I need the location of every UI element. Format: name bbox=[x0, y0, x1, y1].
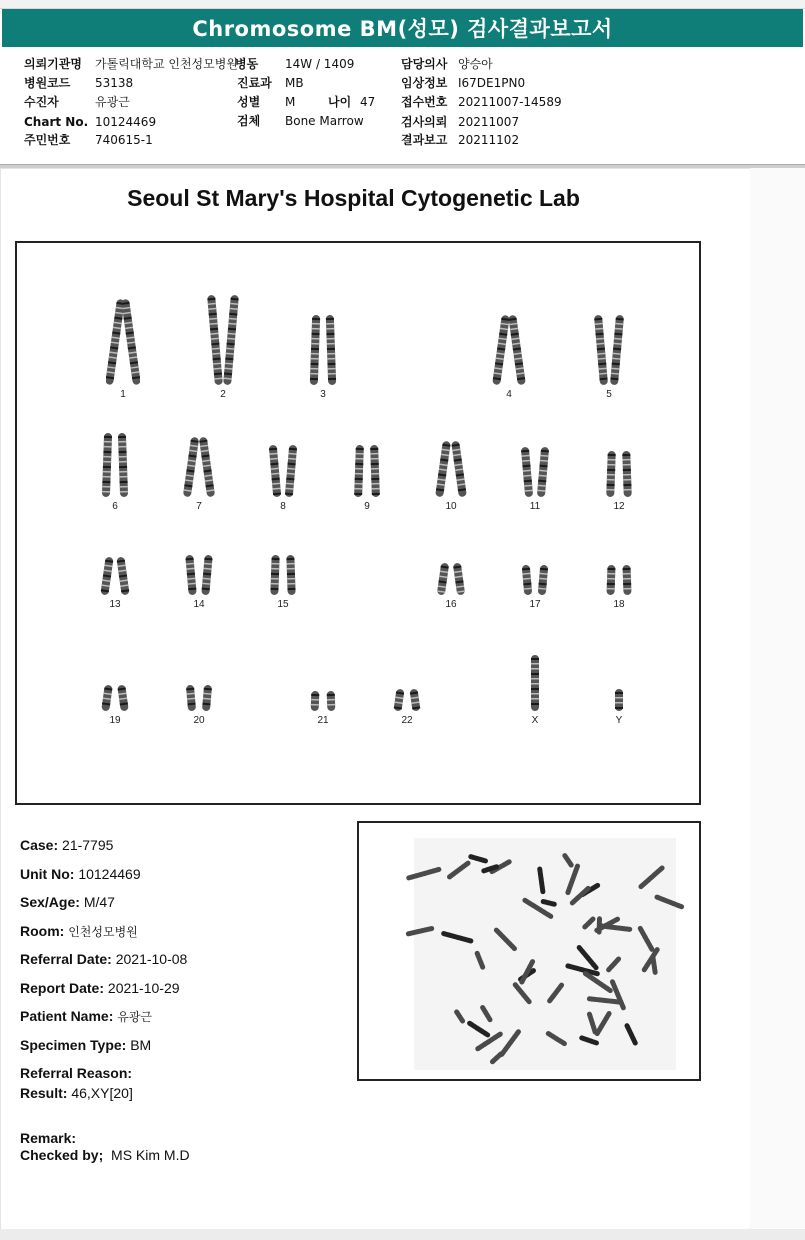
clinical-info-label: 임상정보 bbox=[401, 76, 448, 90]
chromosome-label-10: 10 bbox=[445, 501, 457, 512]
chromosome-pair-19 bbox=[98, 685, 132, 711]
chromosome-pair-17 bbox=[518, 565, 552, 595]
karyotype-panel bbox=[15, 241, 701, 805]
specimen-type-value: BM bbox=[130, 1037, 152, 1053]
sex-age-value: M/47 bbox=[83, 894, 115, 910]
chromosome-label-8: 8 bbox=[280, 501, 286, 512]
ward-value: 14W / 1409 bbox=[285, 57, 355, 71]
right-gutter bbox=[750, 168, 805, 1228]
hospital-code-value: 53138 bbox=[95, 76, 134, 90]
chromosome-label-x: X bbox=[531, 715, 539, 726]
chromosome-label-4: 4 bbox=[506, 389, 512, 400]
patient-name-value: 유광근 bbox=[117, 1010, 153, 1024]
chromosome-pair-9 bbox=[350, 445, 384, 497]
request-date-value: 20211007 bbox=[458, 115, 520, 129]
physician-label: 담당의사 bbox=[401, 57, 448, 71]
chromosome-label-14: 14 bbox=[193, 599, 205, 610]
checked-by-row: Checked by; MS Kim M.D bbox=[20, 1147, 190, 1163]
clinical-info-value: I67DE1PN0 bbox=[458, 76, 526, 90]
chromosome-pair-x bbox=[527, 655, 543, 711]
report-title-bar bbox=[2, 9, 803, 47]
result-value: 46,XY[20] bbox=[71, 1085, 133, 1101]
hospital-code-label: 병원코드 bbox=[24, 76, 71, 90]
referral-date-value: 2021-10-08 bbox=[115, 951, 188, 967]
chromosome-label-5: 5 bbox=[606, 389, 612, 400]
chromosome-pair-6 bbox=[98, 433, 132, 497]
chromosome-pair-16 bbox=[434, 563, 468, 595]
chromosome-pair-8 bbox=[266, 445, 300, 497]
chromosome-pair-13 bbox=[98, 557, 132, 595]
chromosome-label-20: 20 bbox=[193, 715, 205, 726]
chart-no-value: 10124469 bbox=[95, 115, 157, 129]
report-date-row: Report Date: 2021-10-29 bbox=[20, 980, 180, 996]
chromosome-pair-18 bbox=[602, 565, 636, 595]
patient-name-row: Patient Name: 유광근 bbox=[20, 1008, 153, 1024]
chromosome-pair-22 bbox=[390, 689, 424, 711]
chromosome-label-y: Y bbox=[615, 715, 623, 726]
referral-date-row: Referral Date: 2021-10-08 bbox=[20, 951, 188, 967]
institution-label: 의뢰기관명 bbox=[24, 57, 82, 71]
chromosome-label-7: 7 bbox=[196, 501, 202, 512]
chromosome-label-22: 22 bbox=[401, 715, 413, 726]
age-value: 47 bbox=[360, 95, 376, 109]
metaphase-spread-image bbox=[357, 821, 701, 1081]
chromosome-label-18: 18 bbox=[613, 599, 625, 610]
report-date-label: 결과보고 bbox=[401, 133, 448, 147]
report-date-value: 20211102 bbox=[458, 133, 520, 147]
chromosome-label-13: 13 bbox=[109, 599, 121, 610]
chromosome-label-15: 15 bbox=[277, 599, 289, 610]
referral-reason-row: Referral Reason: bbox=[20, 1065, 133, 1081]
sex-age-row: Sex/Age: M/47 bbox=[20, 894, 115, 910]
top-border bbox=[0, 0, 805, 9]
chromosome-pair-2 bbox=[206, 295, 240, 385]
bottom-border bbox=[0, 1229, 805, 1240]
chromosome-pair-12 bbox=[602, 451, 636, 497]
case-row: Case: 21-7795 bbox=[20, 837, 114, 853]
chromosome-label-6: 6 bbox=[112, 501, 118, 512]
chromosome-pair-15 bbox=[266, 555, 300, 595]
department-label: 진료과 bbox=[237, 76, 272, 90]
resident-no-value: 740615-1 bbox=[95, 133, 153, 147]
report-date-value: 2021-10-29 bbox=[107, 980, 180, 996]
chromosome-pair-11 bbox=[518, 447, 552, 497]
report-title: Chromosome BM(성모) 검사결과보고서 bbox=[192, 17, 613, 41]
chart-no-label: Chart No. bbox=[24, 115, 89, 129]
chromosome-pair-21 bbox=[306, 691, 340, 711]
chromosome-label-3: 3 bbox=[320, 389, 326, 400]
sex-label: 성별 bbox=[237, 95, 261, 109]
accession-no-label: 접수번호 bbox=[401, 95, 448, 109]
chromosome-pair-1 bbox=[106, 299, 140, 385]
ward-label: 병동 bbox=[235, 57, 259, 71]
chromosome-label-1: 1 bbox=[120, 389, 126, 400]
result-row: Result: 46,XY[20] bbox=[20, 1085, 133, 1101]
specimen-type-row: Specimen Type: BM bbox=[20, 1037, 152, 1053]
room-value: 인천성모병원 bbox=[68, 925, 138, 939]
chromosome-pair-14 bbox=[182, 555, 216, 595]
specimen-label: 검체 bbox=[237, 114, 261, 128]
case-value: 21-7795 bbox=[62, 837, 114, 853]
sex-value: M bbox=[285, 95, 296, 109]
remark-row: Remark: bbox=[20, 1130, 77, 1146]
chromosome-label-17: 17 bbox=[529, 599, 541, 610]
chromosome-pair-10 bbox=[434, 441, 468, 497]
chromosome-pair-7 bbox=[182, 437, 216, 497]
checked-by-value: MS Kim M.D bbox=[111, 1147, 190, 1163]
cytogenetic-report bbox=[0, 168, 751, 1230]
chromosome-pair-y bbox=[611, 689, 627, 711]
chromosome-label-9: 9 bbox=[364, 501, 370, 512]
chromosome-label-21: 21 bbox=[317, 715, 329, 726]
chromosome-pair-3 bbox=[306, 315, 340, 385]
unit-no-value: 10124469 bbox=[78, 866, 141, 882]
request-date-label: 검사의뢰 bbox=[401, 115, 448, 129]
physician-value: 양승아 bbox=[458, 57, 493, 71]
unit-no-row: Unit No: 10124469 bbox=[20, 866, 141, 882]
chromosome-pair-20 bbox=[182, 685, 216, 711]
department-value: MB bbox=[285, 76, 304, 90]
resident-no-label: 주민번호 bbox=[24, 133, 71, 147]
accession-no-value: 20211007-14589 bbox=[458, 95, 562, 109]
chromosome-label-19: 19 bbox=[109, 715, 121, 726]
chromosome-pair-5 bbox=[592, 315, 626, 385]
chromosome-pair-4 bbox=[492, 315, 526, 385]
chromosome-label-16: 16 bbox=[445, 599, 457, 610]
chromosome-label-11: 11 bbox=[529, 501, 541, 512]
patient-label: 수진자 bbox=[24, 95, 59, 109]
room-row: Room: 인천성모병원 bbox=[20, 923, 138, 939]
lab-title: Seoul St Mary's Hospital Cytogenetic Lab bbox=[127, 185, 580, 211]
metaphase-spread-drawing bbox=[359, 823, 699, 1079]
age-label: 나이 bbox=[328, 95, 352, 109]
chromosome-label-2: 2 bbox=[220, 389, 226, 400]
patient-value: 유광근 bbox=[95, 95, 130, 109]
chromosome-label-12: 12 bbox=[613, 501, 625, 512]
patient-info-section bbox=[0, 50, 805, 165]
institution-value: 가톨릭대학교 인천성모병원 bbox=[95, 57, 238, 71]
specimen-value: Bone Marrow bbox=[285, 114, 364, 128]
